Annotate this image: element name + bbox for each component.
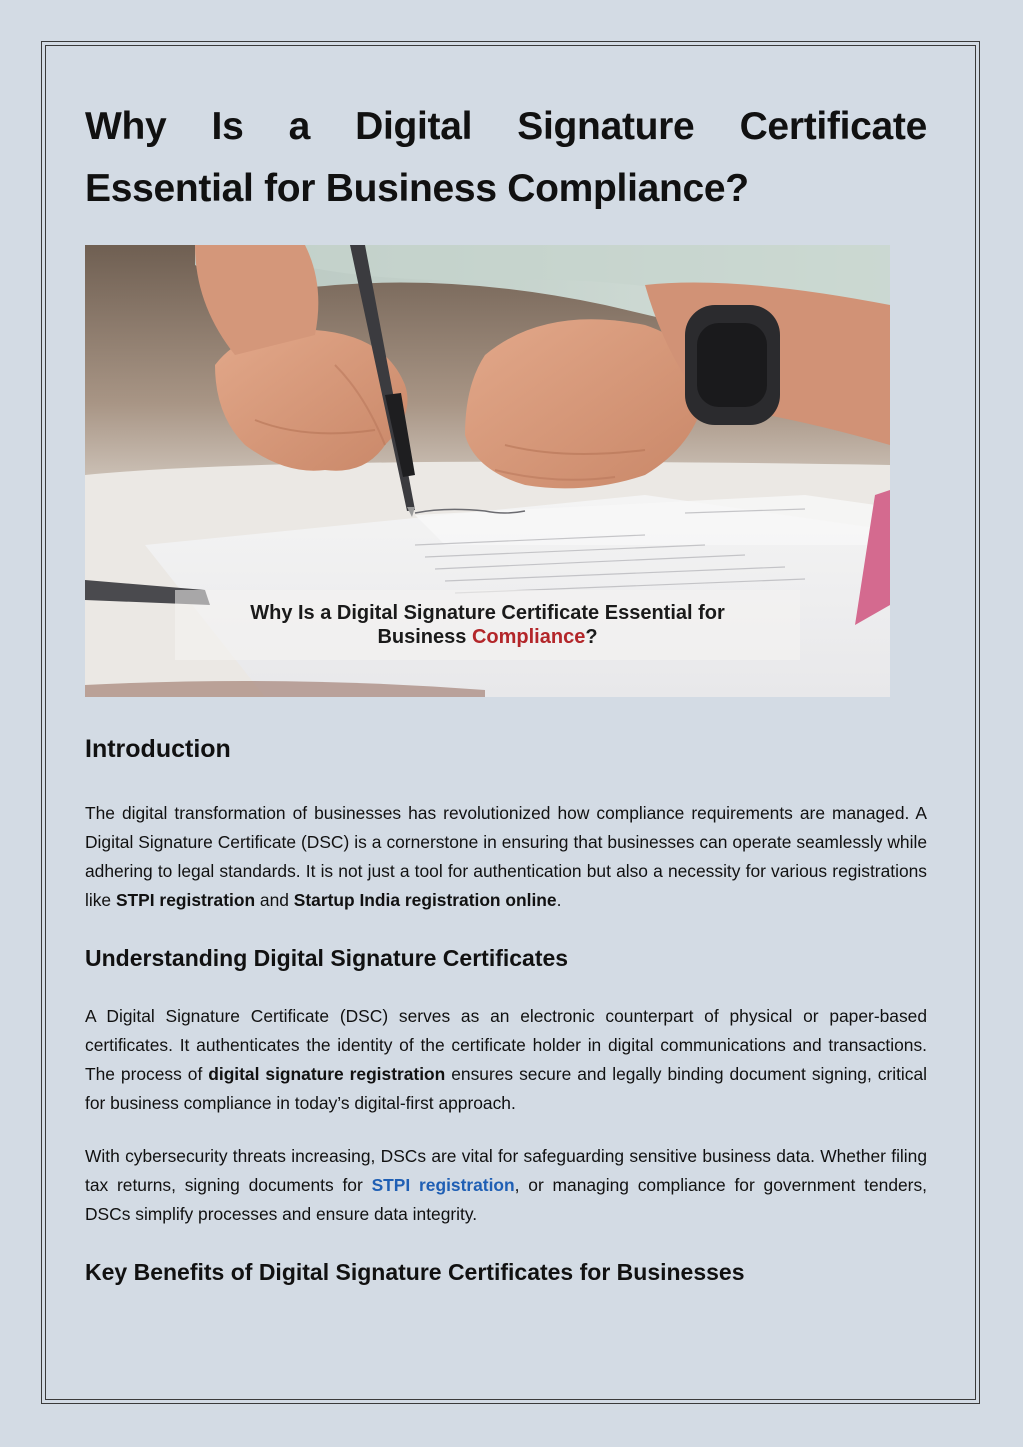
hero-caption-prefix: Business — [377, 626, 472, 648]
section-heading-key-benefits: Key Benefits of Digital Signature Certificates for Businesses — [85, 1259, 745, 1285]
hero-caption-accent: Compliance — [471, 626, 586, 648]
section-heading-introduction: Introduction — [85, 735, 231, 763]
intro-paragraph — [85, 799, 927, 915]
title-word: Digital — [355, 105, 473, 148]
intro-text-mid: and — [255, 890, 294, 910]
section-heading-understanding: Understanding Digital Signature Certificates — [85, 945, 569, 971]
title-word: Why — [85, 105, 167, 148]
understanding-text-after: ensures secure and legally binding document signing, critical for business compliance in today’s digital-first approach. — [85, 1064, 928, 1113]
intro-bold-stpi: STPI registration — [115, 890, 256, 910]
hero-caption — [85, 601, 890, 649]
understanding-p2-text-after: , or managing compliance for government tenders, DSCs simplify processes and ensure data integrity. — [85, 1175, 927, 1224]
intro-bold-startup-india: Startup India registration online — [293, 890, 557, 910]
understanding-p2-text: With cybersecurity threats increasing, DSCs are vital for safeguarding sensitive business data. Whether filing tax returns, signing documents for — [85, 1146, 927, 1195]
page-title-line1 — [85, 96, 927, 158]
page-title — [85, 96, 927, 220]
understanding-paragraph-1 — [85, 1002, 927, 1118]
title-word: Certificate — [739, 105, 927, 148]
understanding-paragraph-2 — [85, 1142, 927, 1229]
page-title-line2: Essential for Business Compliance? — [85, 167, 749, 210]
title-word: Is — [211, 105, 244, 148]
stpi-registration-link[interactable]: STPI registration — [371, 1175, 515, 1195]
document-body — [85, 96, 927, 1287]
title-word: a — [288, 105, 310, 148]
hero-image — [85, 245, 890, 697]
intro-text: The digital transformation of businesses has revolutionized how compliance requirements are managed. A Digital Signature Certificate (DSC) is a cornerstone in ensuring that businesses can operate seamlessly while adhering to legal standards. It is not just a tool for authentication but also a necessity for various registrations like — [85, 803, 927, 910]
understanding-bold-dsr: digital signature registration — [208, 1064, 446, 1084]
hero-caption-end: ? — [585, 626, 598, 648]
understanding-text: A Digital Signature Certificate (DSC) serves as an electronic counterpart of physical or paper-based certificates. It authenticates the identity of the certificate holder in digital communications and transactions. The process of — [85, 1006, 927, 1084]
title-word: Signature — [517, 105, 695, 148]
hero-caption-line1: Why Is a Digital Signature Certificate Essential for — [250, 602, 725, 624]
hero-caption-line2 — [85, 625, 890, 649]
intro-text-end: . — [556, 890, 562, 910]
